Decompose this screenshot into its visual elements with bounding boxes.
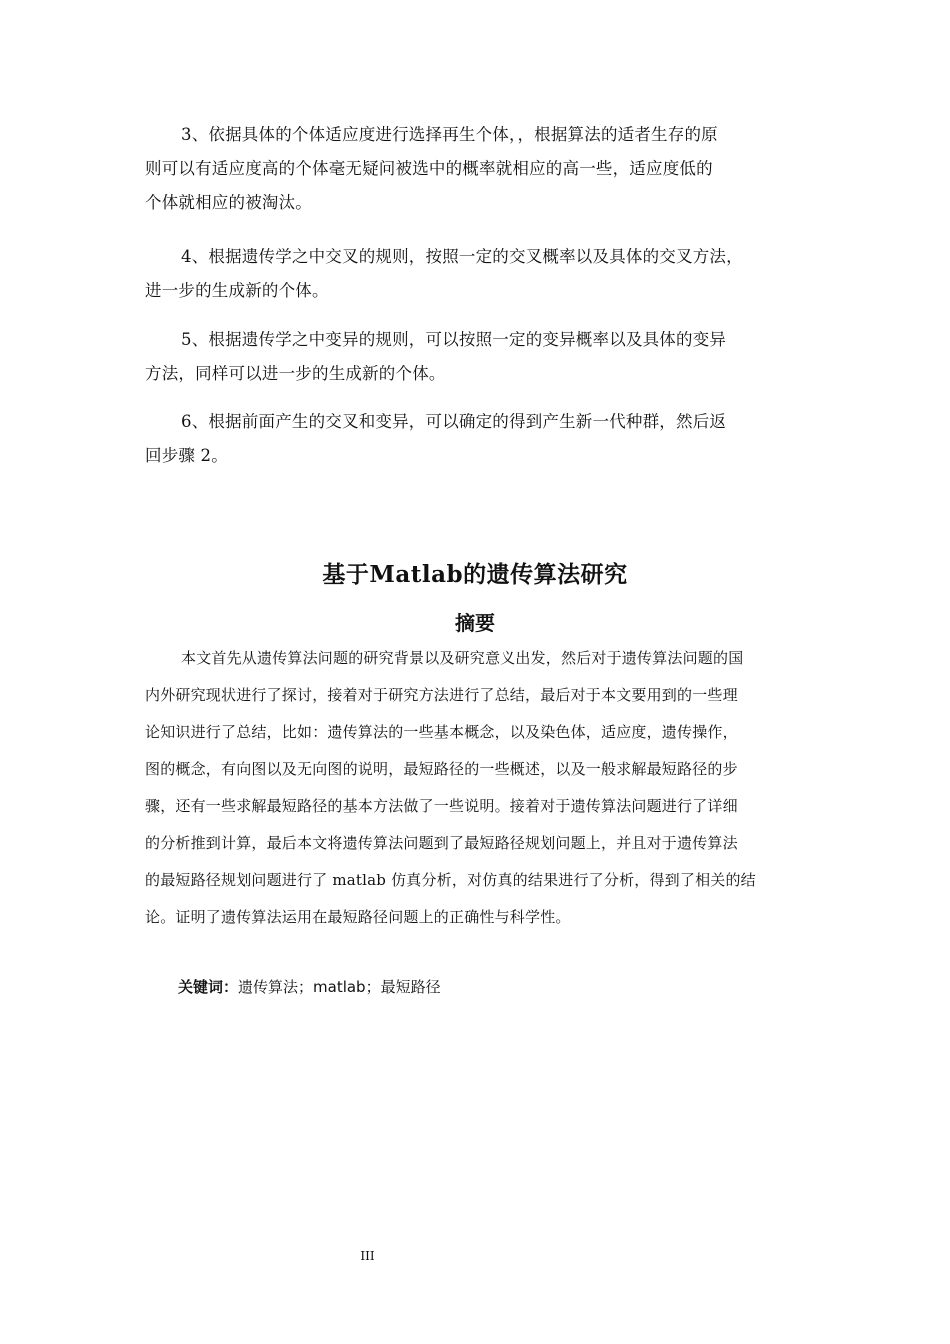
step-6-line-2: 回步骤 2。 — [145, 446, 228, 465]
step-6-line-1: 6、根据前面产生的交叉和变异，可以确定的得到产生新一代种群，然后返 — [181, 412, 727, 431]
abstract-body — [145, 640, 815, 936]
step-3-line-1: 3、依据具体的个体适应度进行选择再生个体，，根据算法的适者生存的原 — [181, 125, 718, 144]
step-5-paragraph — [145, 323, 815, 391]
step-5-line-1: 5、根据遗传学之中变异的规则，可以按照一定的变异概率以及具体的变异 — [181, 330, 727, 349]
step-3-paragraph — [145, 118, 815, 220]
abstract-line-6: 的分析推到计算，最后本文将遗传算法问题到了最短路径规划问题上，并且对于遗传算法 — [145, 834, 738, 852]
step-4-paragraph — [145, 240, 815, 308]
abstract-line-2: 内外研究现状进行了探讨，接着对于研究方法进行了总结，最后对于本文要用到的一些理 — [145, 686, 738, 704]
abstract-line-1: 本文首先从遗传算法问题的研究背景以及研究意义出发，然后对于遗传算法问题的国 — [181, 649, 744, 667]
abstract-line-7: 的最短路径规划问题进行了 matlab 仿真分析，对仿真的结果进行了分析，得到了相关的结 — [145, 871, 756, 889]
step-3-line-2: 则可以有适应度高的个体毫无疑问被选中的概率就相应的高一些，适应度低的 — [145, 159, 713, 178]
thesis-title: 基于Matlab的遗传算法研究 — [322, 561, 628, 588]
step-4-line-2: 进一步的生成新的个体。 — [145, 281, 329, 300]
page-number: III — [360, 1249, 375, 1263]
step-3-line-3: 个体就相应的被淘汰。 — [145, 193, 312, 212]
abstract-line-3: 论知识进行了总结，比如：遗传算法的一些基本概念，以及染色体，适应度，遗传操作， — [145, 723, 738, 741]
abstract-line-8: 论。证明了遗传算法运用在最短路径问题上的正确性与科学性。 — [145, 908, 571, 926]
abstract-line-5: 骤，还有一些求解最短路径的基本方法做了一些说明。接着对于遗传算法问题进行了详细 — [145, 797, 738, 815]
keywords-value: 遗传算法；matlab；最短路径 — [238, 978, 441, 996]
keywords-label: 关键词： — [178, 978, 239, 996]
abstract-heading: 摘要 — [455, 611, 495, 635]
keywords-line — [178, 976, 441, 997]
step-5-line-2: 方法，同样可以进一步的生成新的个体。 — [145, 364, 446, 383]
step-4-line-1: 4、根据遗传学之中交叉的规则，按照一定的交叉概率以及具体的交叉方法， — [181, 247, 743, 266]
abstract-line-4: 图的概念，有向图以及无向图的说明，最短路径的一些概述，以及一般求解最短路径的步 — [145, 760, 738, 778]
step-6-paragraph — [145, 405, 815, 473]
